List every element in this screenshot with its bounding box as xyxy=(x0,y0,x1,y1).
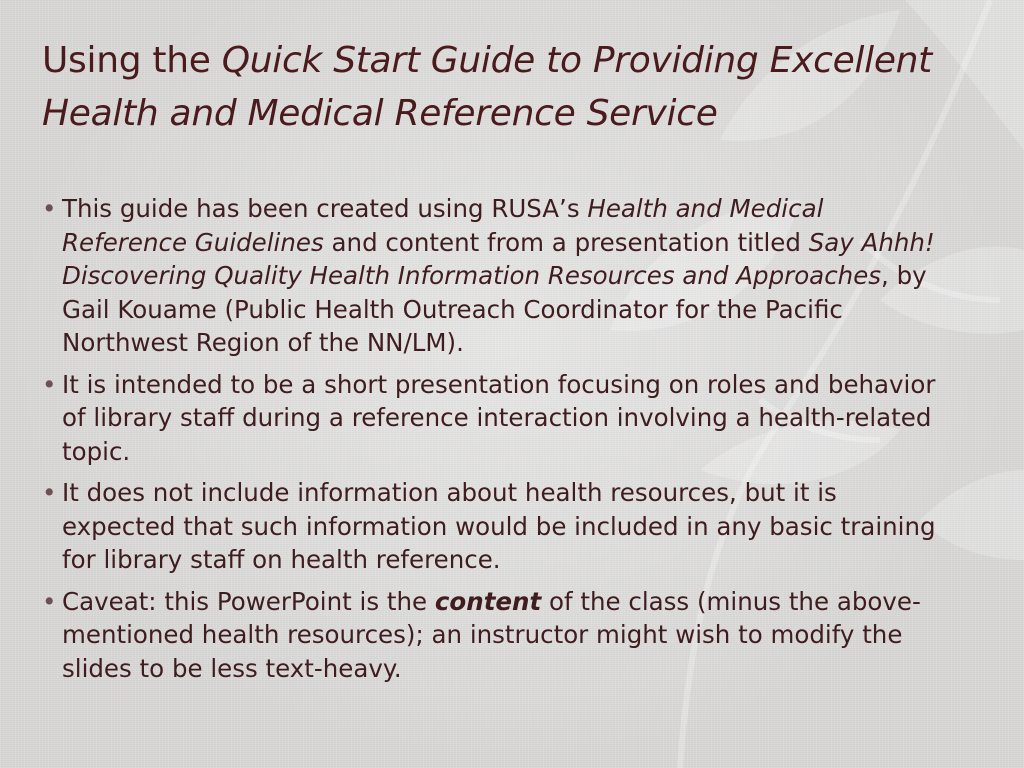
bullet-dot-icon: • xyxy=(42,586,57,616)
bullet-item xyxy=(42,192,947,360)
bullet-item xyxy=(42,585,947,686)
bullet-text-segment: , by Gail Kouame (Public Health Outreach Coordinator for the Pacific Northwest Region of the NN/LM). xyxy=(62,261,927,357)
bullet-text-segment: and content from a presentation titled xyxy=(323,227,809,257)
bullet-item xyxy=(42,476,947,577)
bullet-text-segment: content xyxy=(434,586,542,616)
bullet-text-segment: Caveat: this PowerPoint is the xyxy=(62,586,435,616)
bullet-text-segment: This guide has been created using RUSA’s xyxy=(62,194,588,223)
bullet-dot-icon: • xyxy=(42,194,57,223)
bullet-text-segment: Health and Medical Reference Guidelines xyxy=(62,194,824,257)
slide-title xyxy=(42,34,992,140)
title-italic: Quick Start Guide to Providing Excellent Health and Medical Reference Service xyxy=(42,40,933,134)
bullet-text-segment: It does not include information about health resources, but it is expected that such information would be included in any basic training for library staff on health reference. xyxy=(62,478,936,574)
bullet-dot-icon: • xyxy=(42,369,57,399)
bullet-list xyxy=(42,192,947,693)
title-prefix: Using the xyxy=(42,40,222,81)
bullet-text-segment: It is intended to be a short presentation focusing on roles and behavior of library staff during a reference interaction involving a health-related topic. xyxy=(62,369,936,466)
bullet-text-segment: Say Ahhh! Discovering Quality Health Information Resources and Approaches xyxy=(62,227,935,290)
bullet-dot-icon: • xyxy=(42,478,57,507)
bullet-text-segment: of the class (minus the above-mentioned health resources); an instructor might wish to modify the slides to be less text-heavy. xyxy=(62,586,921,683)
bullet-item xyxy=(42,368,947,469)
